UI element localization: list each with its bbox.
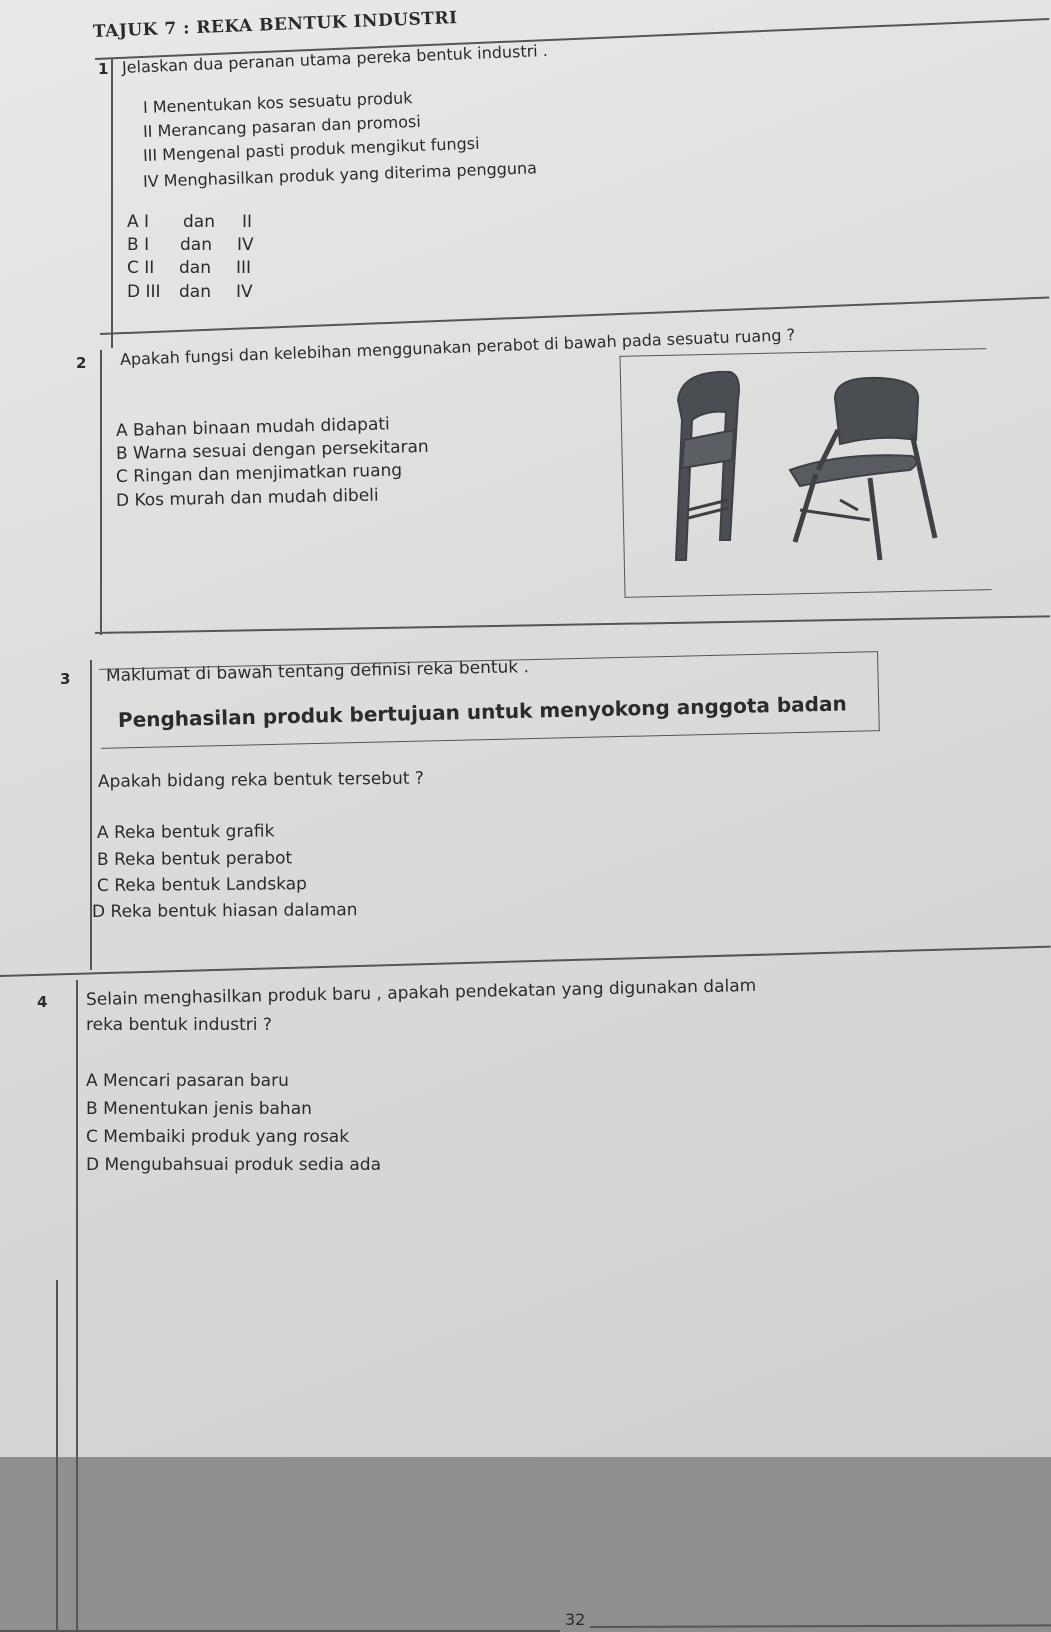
q1-option-a: A I dan II <box>127 212 253 232</box>
q4-option-b: B Menentukan jenis bahan <box>86 1099 312 1119</box>
q1-option-b: B I dan IV <box>127 235 254 255</box>
q3-option-d: D Reka bentuk hiasan dalaman <box>91 900 358 922</box>
q2-text: Apakah fungsi dan kelebihan menggunakan perabot di bawah pada sesuatu ruang ? <box>119 325 796 369</box>
q2-q3-divider <box>95 615 1050 633</box>
q1-statement: I Menentukan kos sesuatu produk <box>142 88 413 117</box>
bottom-rule-left <box>0 1630 560 1632</box>
number-column-rule-q1 <box>111 58 113 348</box>
folding-chairs-image <box>630 360 980 580</box>
bottom-rule-right <box>590 1624 1051 1627</box>
q4-option-d: D Mengubahsuai produk sedia ada <box>86 1155 382 1175</box>
q4-text-line1: Selain menghasilkan produk baru , apakah pendekatan yang digunakan dalam <box>85 975 757 1010</box>
q3-option-c: C Reka bentuk Landskap <box>96 874 308 896</box>
q2-option-c: C Ringan dan menjimatkan ruang <box>115 460 403 487</box>
number-column-rule-q4 <box>76 980 78 1630</box>
q2-number: 2 <box>76 354 87 372</box>
q1-option-d: D III dan IV <box>127 282 253 302</box>
definition-text: Penghasilan produk bertujuan untuk menyokong anggota badan <box>117 691 847 732</box>
q3-q4-divider <box>0 946 1051 977</box>
q1-statement: IV Menghasilkan produk yang diterima pengguna <box>142 158 538 191</box>
q1-statement: III Mengenal pasti produk mengikut fungsi <box>142 133 480 165</box>
q3-number: 3 <box>60 670 71 688</box>
q3-question: Apakah bidang reka bentuk tersebut ? <box>97 768 425 792</box>
q1-option-c: C II dan III <box>127 258 252 278</box>
q4-option-c: C Membaiki produk yang rosak <box>86 1127 350 1147</box>
q2-option-d: D Kos murah dan mudah dibeli <box>115 485 379 511</box>
q2-option-a: A Bahan binaan mudah didapati <box>115 414 390 441</box>
q1-q2-divider <box>100 297 1049 335</box>
q3-intro: Maklumat di bawah tentang definisi reka bentuk . <box>105 657 530 686</box>
q1-statement: II Merancang pasaran dan promosi <box>142 111 422 141</box>
q3-option-a: A Reka bentuk grafik <box>96 821 275 843</box>
page-left-edge-rule <box>56 1280 58 1630</box>
number-column-rule-q3 <box>90 660 92 970</box>
number-column-rule-q2 <box>100 350 102 635</box>
q4-text-line2: reka bentuk industri ? <box>86 1015 272 1035</box>
q1-number: 1 <box>98 60 109 78</box>
q2-option-b: B Warna sesuai dengan persekitaran <box>115 436 429 464</box>
q4-number: 4 <box>37 993 48 1011</box>
worksheet-title: TAJUK 7 : REKA BENTUK INDUSTRI <box>92 8 458 42</box>
page-number: 32 <box>565 1610 586 1629</box>
q1-text: Jelaskan dua peranan utama pereka bentuk industri . <box>121 40 549 77</box>
q4-option-a: A Mencari pasaran baru <box>86 1071 289 1091</box>
q3-option-b: B Reka bentuk perabot <box>96 848 293 870</box>
